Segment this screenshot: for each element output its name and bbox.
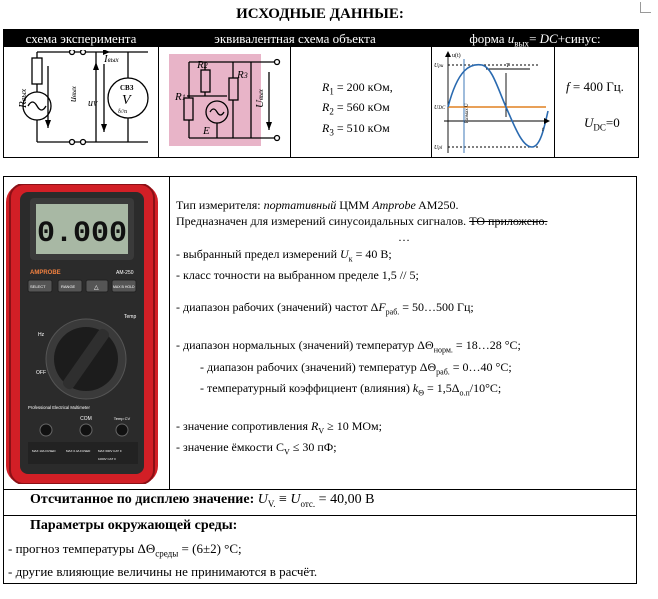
meter-button-max-hold: MAX B HOLD <box>113 285 135 289</box>
scheme-r-label: Rвых <box>17 88 29 108</box>
meter-jack-600v: MAX 600V CAT II <box>98 449 122 453</box>
spec-purpose: Предназначен для измерений синусоидальных сигналов. ТО приложено. <box>176 214 548 229</box>
header-experiment-scheme: схема эксперимента <box>4 30 158 47</box>
spec-ellipsis: … <box>398 230 410 245</box>
udc-value: $U_{DC}=0$ <box>584 115 620 133</box>
meter-temp-cv-label: Temp CV <box>113 416 131 421</box>
equiv-r3-label: R3 <box>237 69 248 81</box>
meter-button-delta: △ <box>94 285 99 291</box>
resistor-r1-value: $R_1 = 200$ кОм, <box>322 80 393 97</box>
meter-jack-10a: MAX 10A FUSED <box>32 449 56 453</box>
equiv-r1-label: R1 <box>175 91 186 103</box>
scheme-i-out-label: Iвых <box>104 53 119 65</box>
spec-meter-type: Тип измерителя: портативный ЦММ Amprobe AM250. <box>176 198 459 212</box>
resistor-r3-value: $R_3 = 510$ кОм <box>322 120 390 138</box>
equiv-e-label: E <box>203 125 210 137</box>
meter-sub-label: δ//n <box>118 109 128 115</box>
spec-temp-coefficient: - температурный коэффициент (влияния) $k_\Theta = 1,5\Delta_{о.п}/10^\circ C$; <box>200 381 502 398</box>
environment-other-factors: - другие влияющие величины не принимаются в расчёт. <box>8 564 318 579</box>
sine-wave-curve <box>448 65 548 147</box>
page-title: ИСХОДНЫЕ ДАННЫЕ: <box>236 6 404 22</box>
meter-display-readout: 0.000 <box>36 217 128 251</box>
meter-brand-logo: AMPROBE <box>30 270 61 276</box>
multimeter-photo <box>6 184 158 484</box>
header-equivalent-scheme: эквивалентная схема объекта <box>159 30 431 47</box>
equiv-u-label: Uвых <box>254 89 266 108</box>
wave-u-pu-label: Upu <box>434 63 444 69</box>
spec-range-limit: - выбранный предел измерений $U_к = 40$ В; <box>176 246 392 263</box>
waveform-diagram <box>434 49 552 157</box>
meter-title-label: СВЗ <box>120 84 134 92</box>
spec-input-capacitance: - значение ёмкости $С_V \le 30$ пФ; <box>176 440 337 457</box>
wave-t-label: t <box>542 127 544 133</box>
meter-com-label: COM <box>80 416 92 422</box>
meter-caption: Professional Electrical Multimeter <box>28 405 90 410</box>
meter-off-label: OFF <box>36 370 46 376</box>
wave-u-t-label: u(t) <box>452 53 461 59</box>
equivalent-scheme-diagram <box>169 52 287 154</box>
wave-u-pl-label: Upl <box>434 145 443 151</box>
environment-temp-forecast: - прогноз температуры $\Delta\Theta_{среды} = (6\pm 2)$ °C; <box>8 541 242 559</box>
table2-divider <box>169 177 170 489</box>
meter-temp-label: Temp <box>124 314 137 320</box>
meter-button-select: SELECT <box>30 284 46 289</box>
resistor-values <box>322 79 393 140</box>
meter-button-range: RANGE <box>61 284 76 289</box>
table1-divider <box>158 30 159 157</box>
source-data-table <box>3 29 639 158</box>
spec-frequency-range: - диапазон рабочих (значений) частот $\Delta F_{раб.}$ = 50…500 Гц; <box>176 300 474 317</box>
page-corner-mark <box>640 2 651 13</box>
frequency-value: f = 400 Гц. <box>566 79 624 94</box>
wave-u-dc-label: UDC <box>434 105 446 111</box>
meter-hz-label: Hz <box>38 332 45 338</box>
spec-normal-temp-range: - диапазон нормальных (значений) температур $\Delta\Theta_{норм.}$ = 18…28 °C; <box>176 338 521 355</box>
meter-specification-text <box>176 197 636 461</box>
header-output-waveform: форма $u_{вых}=$ DC+синус: <box>432 30 638 47</box>
meter-jack-04a: MAX 0.4A FUSED <box>66 449 91 453</box>
table1-divider <box>554 47 555 157</box>
meter-v-label: V <box>122 93 131 108</box>
spec-working-temp-range: - диапазон рабочих (значений) температур $\Delta\Theta_{раб.}$ = 0…40 °C; <box>200 359 512 376</box>
resistor-r2-value: $R_2 = 560$ кОм <box>322 100 390 117</box>
meter-model-label: AM-250 <box>116 270 134 276</box>
wave-period-label: T <box>506 63 510 69</box>
table1-divider <box>431 30 432 157</box>
scheme-uv-label: uV <box>88 98 98 109</box>
spec-accuracy-class: - класс точности на выбранном пределе 1,5 // 5; <box>176 268 419 283</box>
table2-divider <box>4 489 636 490</box>
environment-title: Параметры окружающей среды: <box>30 518 238 533</box>
scheme-u-out-label: uвых <box>68 86 79 102</box>
table1-divider <box>290 47 291 157</box>
table2-divider <box>4 515 636 516</box>
spec-input-resistance: - значение сопротивления $R_V \ge 10$ МОм; <box>176 418 382 436</box>
display-reading: Отсчитанное по дисплею значение: $U_{V.} \equiv U_{отс.} = 40,00$ В <box>30 492 375 509</box>
wave-range-label: Размах U <box>465 103 470 123</box>
equiv-r2-label: R2 <box>197 59 208 71</box>
meter-jack-1000v: 1000V CAT II <box>98 457 116 461</box>
experiment-scheme-diagram <box>8 50 156 156</box>
